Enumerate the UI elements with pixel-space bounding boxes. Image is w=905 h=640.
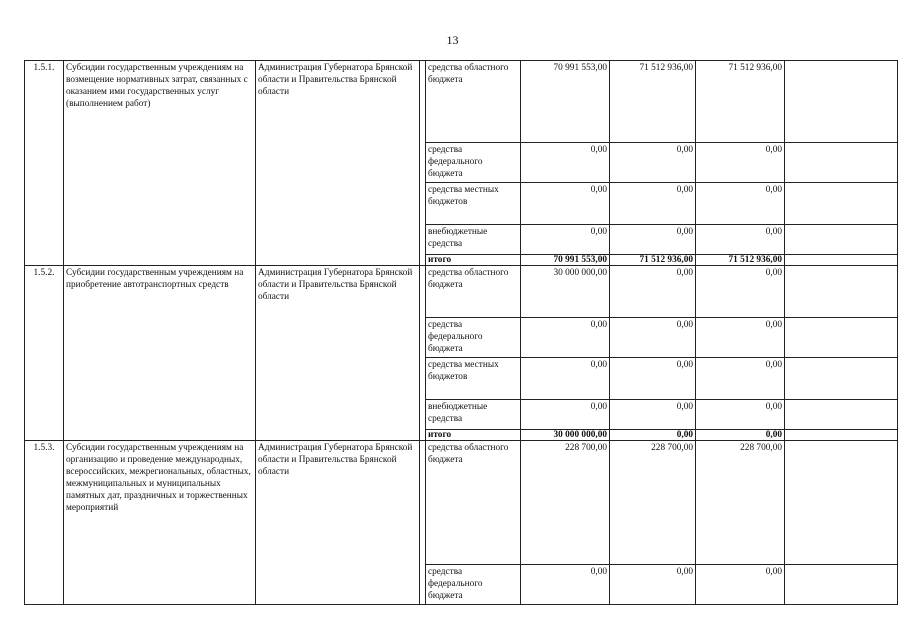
value-year-2: 0,00 (610, 565, 696, 605)
item-executor: Администрация Губернатора Брянской области и Правительства Брянской области (256, 61, 420, 266)
value-year-2: 0,00 (610, 318, 696, 358)
value-year-1: 0,00 (521, 318, 610, 358)
value-year-2: 228 700,00 (610, 441, 696, 565)
total-year-2: 0,00 (610, 430, 696, 441)
item-name: Субсидии государственным учреждениям на организацию и проведение международных, всероссийских, межрегиональных, областных, межмуниципальных и муниципальных памятных дат, праздничных и торжественных мероприятий (64, 441, 256, 605)
source-label: средства областного бюджета (426, 266, 521, 318)
value-year-3: 0,00 (696, 143, 785, 183)
source-label: внебюджетные средства (426, 400, 521, 430)
value-year-1: 70 991 553,00 (521, 61, 610, 143)
value-extra (785, 266, 898, 318)
total-extra (785, 430, 898, 441)
source-label: средства областного бюджета (426, 441, 521, 565)
source-label: средства федерального бюджета (426, 318, 521, 358)
value-year-1: 0,00 (521, 225, 610, 255)
total-extra (785, 255, 898, 266)
item-code: 1.5.3. (25, 441, 64, 605)
table-row (25, 61, 898, 143)
value-year-2: 71 512 936,00 (610, 61, 696, 143)
source-label: средства местных бюджетов (426, 358, 521, 400)
value-year-2: 0,00 (610, 400, 696, 430)
value-extra (785, 358, 898, 400)
value-year-3: 0,00 (696, 358, 785, 400)
total-year-1: 30 000 000,00 (521, 430, 610, 441)
value-extra (785, 143, 898, 183)
source-label: внебюджетные средства (426, 225, 521, 255)
source-label: средства федерального бюджета (426, 565, 521, 605)
source-label: средства федерального бюджета (426, 143, 521, 183)
value-year-3: 0,00 (696, 565, 785, 605)
value-year-2: 0,00 (610, 266, 696, 318)
value-year-3: 228 700,00 (696, 441, 785, 565)
total-label: итого (426, 430, 521, 441)
value-year-1: 0,00 (521, 183, 610, 225)
value-extra (785, 318, 898, 358)
value-year-3: 0,00 (696, 225, 785, 255)
value-extra (785, 183, 898, 225)
item-executor: Администрация Губернатора Брянской области и Правительства Брянской области (256, 441, 420, 605)
source-label: средства местных бюджетов (426, 183, 521, 225)
value-extra (785, 225, 898, 255)
value-year-3: 0,00 (696, 318, 785, 358)
value-year-1: 0,00 (521, 400, 610, 430)
value-extra (785, 400, 898, 430)
value-year-3: 0,00 (696, 183, 785, 225)
table-row (25, 441, 898, 565)
value-year-1: 0,00 (521, 565, 610, 605)
value-year-1: 228 700,00 (521, 441, 610, 565)
value-year-1: 0,00 (521, 143, 610, 183)
value-extra (785, 441, 898, 565)
value-extra (785, 61, 898, 143)
value-year-3: 0,00 (696, 400, 785, 430)
total-label: итого (426, 255, 521, 266)
total-year-3: 0,00 (696, 430, 785, 441)
total-year-1: 70 991 553,00 (521, 255, 610, 266)
item-code: 1.5.2. (25, 266, 64, 441)
item-executor: Администрация Губернатора Брянской области и Правительства Брянской области (256, 266, 420, 441)
item-name: Субсидии государственным учреждениям на приобретение автотранспортных средств (64, 266, 256, 441)
page-number: 13 (446, 33, 459, 47)
value-extra (785, 565, 898, 605)
budget-table (24, 60, 898, 605)
value-year-2: 0,00 (610, 225, 696, 255)
value-year-3: 71 512 936,00 (696, 61, 785, 143)
value-year-2: 0,00 (610, 143, 696, 183)
value-year-2: 0,00 (610, 358, 696, 400)
value-year-1: 0,00 (521, 358, 610, 400)
item-code: 1.5.1. (25, 61, 64, 266)
table-row (25, 266, 898, 318)
value-year-3: 0,00 (696, 266, 785, 318)
item-name: Субсидии государственным учреждениям на возмещение нормативных затрат, связанных с оказанием ими государственных услуг (выполнением работ) (64, 61, 256, 266)
value-year-1: 30 000 000,00 (521, 266, 610, 318)
total-year-3: 71 512 936,00 (696, 255, 785, 266)
value-year-2: 0,00 (610, 183, 696, 225)
source-label: средства областного бюджета (426, 61, 521, 143)
total-year-2: 71 512 936,00 (610, 255, 696, 266)
